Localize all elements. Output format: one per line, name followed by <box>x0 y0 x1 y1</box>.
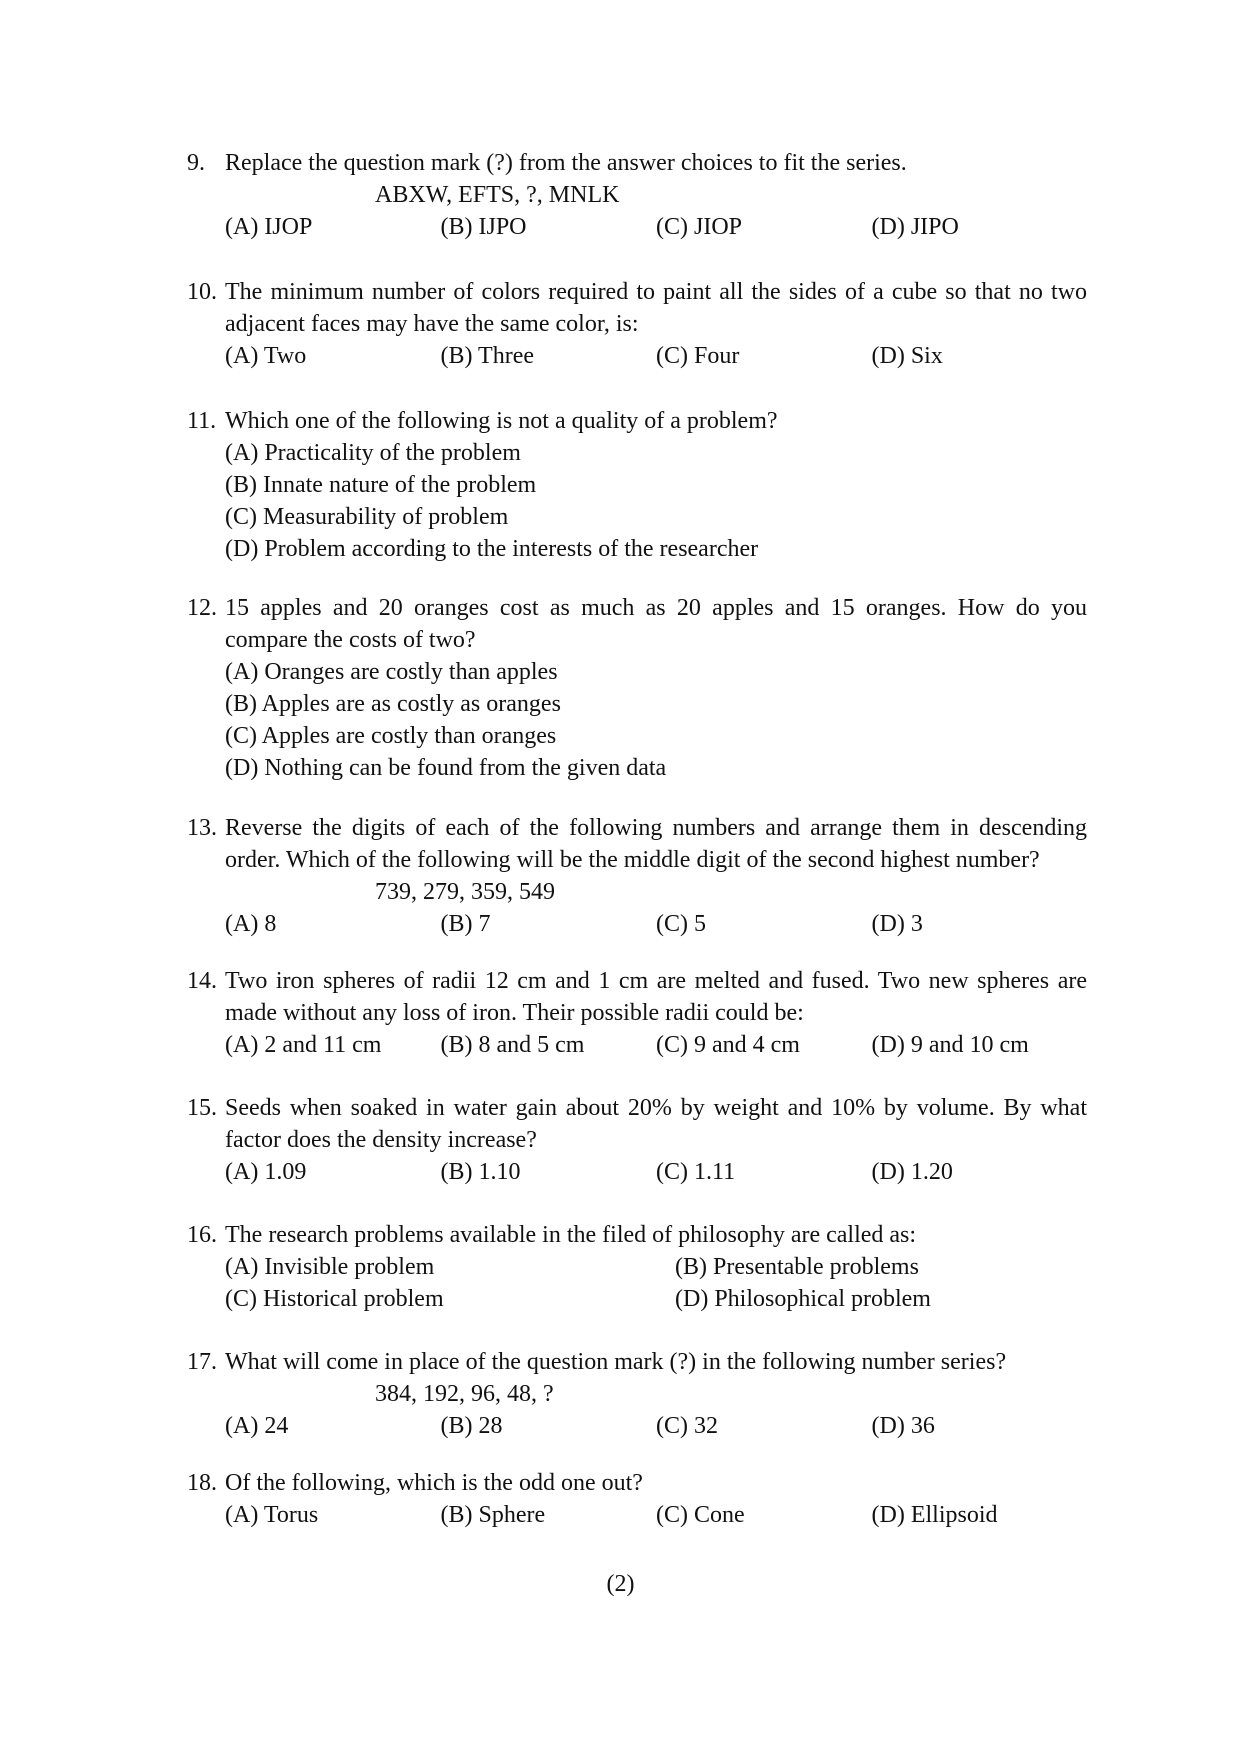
question-stem: What will come in place of the question mark (?) in the following number series? <box>225 1349 1007 1375</box>
option-c: (C) 32 <box>656 1413 718 1439</box>
question-number: 9. <box>187 150 205 176</box>
option-c: (C) Apples are costly than oranges <box>225 723 557 749</box>
question-13 <box>187 812 1087 940</box>
question-series: 739, 279, 359, 549 <box>375 879 555 905</box>
question-stem: The minimum number of colors required to paint all the sides of a cube so that no two adjacent faces may have the same color, is: <box>225 279 1087 337</box>
page-number: (2) <box>606 1571 635 1597</box>
question-stem: 15 apples and 20 oranges cost as much as 20 apples and 15 oranges. How do you compare the costs of two? <box>225 595 1087 653</box>
option-b: (B) Innate nature of the problem <box>225 472 537 498</box>
question-number: 18. <box>187 1470 217 1496</box>
option-a: (A) IJOP <box>225 214 313 240</box>
option-d: (D) Problem according to the interests of the researcher <box>225 536 759 562</box>
options-row <box>225 1499 1087 1531</box>
options-row <box>225 340 1087 372</box>
question-series: ABXW, EFTS, ?, MNLK <box>375 182 620 208</box>
option-c: (C) Historical problem <box>225 1286 444 1312</box>
question-18 <box>187 1467 1087 1531</box>
option-b: (B) 8 and 5 cm <box>440 1032 585 1058</box>
option-c: (C) Measurability of problem <box>225 504 509 530</box>
options-grid <box>225 1251 1087 1315</box>
option-c: (C) Four <box>656 343 740 369</box>
question-number: 12. <box>187 595 217 621</box>
question-number: 11. <box>187 408 217 434</box>
option-d: (D) 1.20 <box>871 1159 953 1185</box>
option-a: (A) 1.09 <box>225 1159 307 1185</box>
option-d: (D) Six <box>871 343 943 369</box>
option-b: (B) 28 <box>440 1413 503 1439</box>
option-c: (C) 5 <box>656 911 706 937</box>
question-number: 13. <box>187 815 217 841</box>
option-c: (C) JIOP <box>656 214 743 240</box>
question-number: 17. <box>187 1349 217 1375</box>
question-number: 15. <box>187 1095 217 1121</box>
question-10 <box>187 276 1087 372</box>
question-number: 10. <box>187 279 217 305</box>
option-d: (D) JIPO <box>871 214 959 240</box>
question-11 <box>187 405 1087 565</box>
question-stem: The research problems available in the filed of philosophy are called as: <box>225 1222 917 1248</box>
question-stem: Which one of the following is not a quality of a problem? <box>225 408 778 434</box>
question-17 <box>187 1346 1087 1442</box>
option-d: (D) Ellipsoid <box>871 1502 998 1528</box>
question-stem: Seeds when soaked in water gain about 20% by weight and 10% by volume. By what factor does the density increase? <box>225 1095 1087 1153</box>
option-b: (B) IJPO <box>440 214 527 240</box>
question-16 <box>187 1219 1087 1315</box>
option-d: (D) 3 <box>871 911 923 937</box>
question-stem: Two iron spheres of radii 12 cm and 1 cm are melted and fused. Two new spheres are made without any loss of iron. Their possible radii could be: <box>225 968 1087 1026</box>
question-stem: Replace the question mark (?) from the answer choices to fit the series. <box>225 150 907 176</box>
question-stem: Reverse the digits of each of the following numbers and arrange them in descending order. Which of the following will be the middle digit of the second highest number? <box>225 815 1087 873</box>
options-row <box>225 1156 1087 1188</box>
question-number: 16. <box>187 1222 217 1248</box>
question-12 <box>187 592 1087 784</box>
options-list <box>225 437 1087 565</box>
option-d: (D) 9 and 10 cm <box>871 1032 1029 1058</box>
option-d: (D) Philosophical problem <box>675 1286 931 1312</box>
question-number: 14. <box>187 968 217 994</box>
option-a: (A) 2 and 11 cm <box>225 1032 382 1058</box>
option-a: (A) 8 <box>225 911 277 937</box>
option-d: (D) 36 <box>871 1413 935 1439</box>
option-d: (D) Nothing can be found from the given data <box>225 755 667 781</box>
question-15 <box>187 1092 1087 1188</box>
option-a: (A) Two <box>225 343 307 369</box>
option-c: (C) Cone <box>656 1502 745 1528</box>
option-a: (A) Practicality of the problem <box>225 440 521 466</box>
option-a: (A) Torus <box>225 1502 319 1528</box>
option-b: (B) Sphere <box>440 1502 546 1528</box>
option-b: (B) 7 <box>440 911 491 937</box>
options-row <box>225 1029 1087 1061</box>
options-row <box>225 908 1087 940</box>
options-row <box>225 1410 1087 1442</box>
option-a: (A) Oranges are costly than apples <box>225 659 558 685</box>
option-b: (B) Three <box>440 343 535 369</box>
option-c: (C) 9 and 4 cm <box>656 1032 800 1058</box>
question-stem: Of the following, which is the odd one out? <box>225 1470 643 1496</box>
option-b: (B) Presentable problems <box>675 1254 919 1280</box>
option-c: (C) 1.11 <box>656 1159 736 1185</box>
option-b: (B) Apples are as costly as oranges <box>225 691 561 717</box>
option-b: (B) 1.10 <box>440 1159 521 1185</box>
question-9 <box>187 147 1087 243</box>
question-series: 384, 192, 96, 48, ? <box>375 1381 554 1407</box>
option-a: (A) Invisible problem <box>225 1254 435 1280</box>
option-a: (A) 24 <box>225 1413 289 1439</box>
options-list <box>225 656 1087 784</box>
question-14 <box>187 965 1087 1061</box>
options-row <box>225 211 1087 243</box>
